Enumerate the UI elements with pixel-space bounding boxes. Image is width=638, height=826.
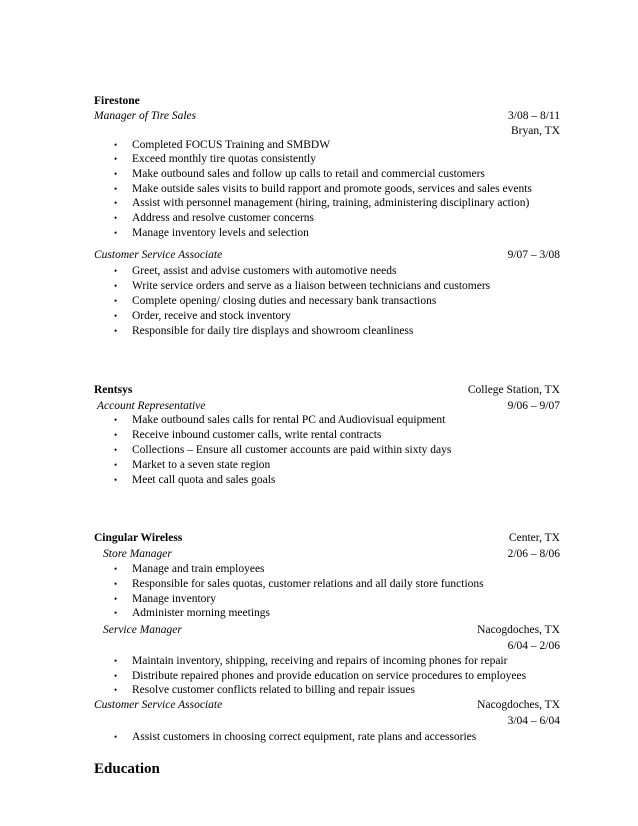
list-item: Make outbound sales and follow up calls to retail and commercial customers [132,168,485,180]
bullet-icon: • [114,732,118,742]
job-dates: 2/06 – 8/06 [507,548,560,560]
bullet-icon: • [114,154,118,164]
list-item: Manage and train employees [132,563,265,575]
bullet-icon: • [114,184,118,194]
list-item: Manage inventory levels and selection [132,227,309,239]
list-item: Make outside sales visits to build rapport and promote goods, services and sales events [132,183,532,195]
bullet-icon: • [114,169,118,179]
bullet-icon: • [114,296,118,306]
job-title: Service Manager [103,624,182,636]
bullet-icon: • [114,213,118,223]
list-item: Assist customers in choosing correct equipment, rate plans and accessories [132,731,477,743]
company-location: College Station, TX [467,384,560,396]
job-title: Customer Service Associate [94,699,223,711]
list-item: Collections – Ensure all customer accounts are paid within sixty days [132,444,452,456]
bullet-icon: • [114,656,118,666]
list-item: Manage inventory [132,593,216,605]
job-title: Account Representative [97,400,206,412]
list-item: Distribute repaired phones and provide education on service procedures to employees [132,670,527,682]
job-location: Bryan, TX [511,125,560,137]
list-item: Receive inbound customer calls, write rental contracts [132,429,382,441]
bullet-icon: • [114,445,118,455]
bullet-icon: • [114,140,118,150]
bullet-icon: • [114,608,118,618]
list-item: Resolve customer conflicts related to billing and repair issues [132,684,415,696]
bullet-icon: • [114,594,118,604]
list-item: Market to a seven state region [132,459,271,471]
section-heading-education: Education [94,761,160,777]
company-name: Rentsys [94,384,133,396]
list-item: Assist with personnel management (hiring, training, administering disciplinary action) [132,197,530,209]
list-item: Exceed monthly tire quotas consistently [132,153,316,165]
job-dates: 9/06 – 9/07 [507,400,560,412]
list-item: Responsible for daily tire displays and showroom cleanliness [132,325,414,337]
bullet-icon: • [114,311,118,321]
list-item: Completed FOCUS Training and SMBDW [132,139,331,151]
job-title: Manager of Tire Sales [94,110,197,122]
job-title: Customer Service Associate [94,249,223,261]
job-location: Nacogdoches, TX [477,699,560,711]
job-title: Store Manager [103,548,172,560]
company-name: Firestone [94,95,140,107]
bullet-icon: • [114,415,118,425]
bullet-icon: • [114,671,118,681]
job-location: Nacogdoches, TX [477,624,560,636]
job-dates: 3/04 – 6/04 [507,715,560,727]
list-item: Complete opening/ closing duties and necessary bank transactions [132,295,437,307]
bullet-icon: • [114,326,118,336]
bullet-icon: • [114,198,118,208]
list-item: Write service orders and serve as a liaison between technicians and customers [132,280,491,292]
bullet-icon: • [114,579,118,589]
job-dates: 9/07 – 3/08 [507,249,560,261]
company-location: Center, TX [508,532,560,544]
bullet-icon: • [114,228,118,238]
list-item: Order, receive and stock inventory [132,310,291,322]
list-item: Responsible for sales quotas, customer relations and all daily store functions [132,578,484,590]
bullet-icon: • [114,564,118,574]
bullet-icon: • [114,281,118,291]
list-item: Make outbound sales calls for rental PC and Audiovisual equipment [132,414,446,426]
bullet-icon: • [114,430,118,440]
bullet-icon: • [114,460,118,470]
bullet-icon: • [114,475,118,485]
bullet-icon: • [114,266,118,276]
job-dates: 3/08 – 8/11 [508,110,560,122]
job-dates: 6/04 – 2/06 [507,640,560,652]
list-item: Administer morning meetings [132,607,270,619]
list-item: Maintain inventory, shipping, receiving and repairs of incoming phones for repair [132,655,508,667]
list-item: Meet call quota and sales goals [132,474,276,486]
company-name: Cingular Wireless [94,532,183,544]
list-item: Greet, assist and advise customers with automotive needs [132,265,397,277]
bullet-icon: • [114,685,118,695]
list-item: Address and resolve customer concerns [132,212,315,224]
